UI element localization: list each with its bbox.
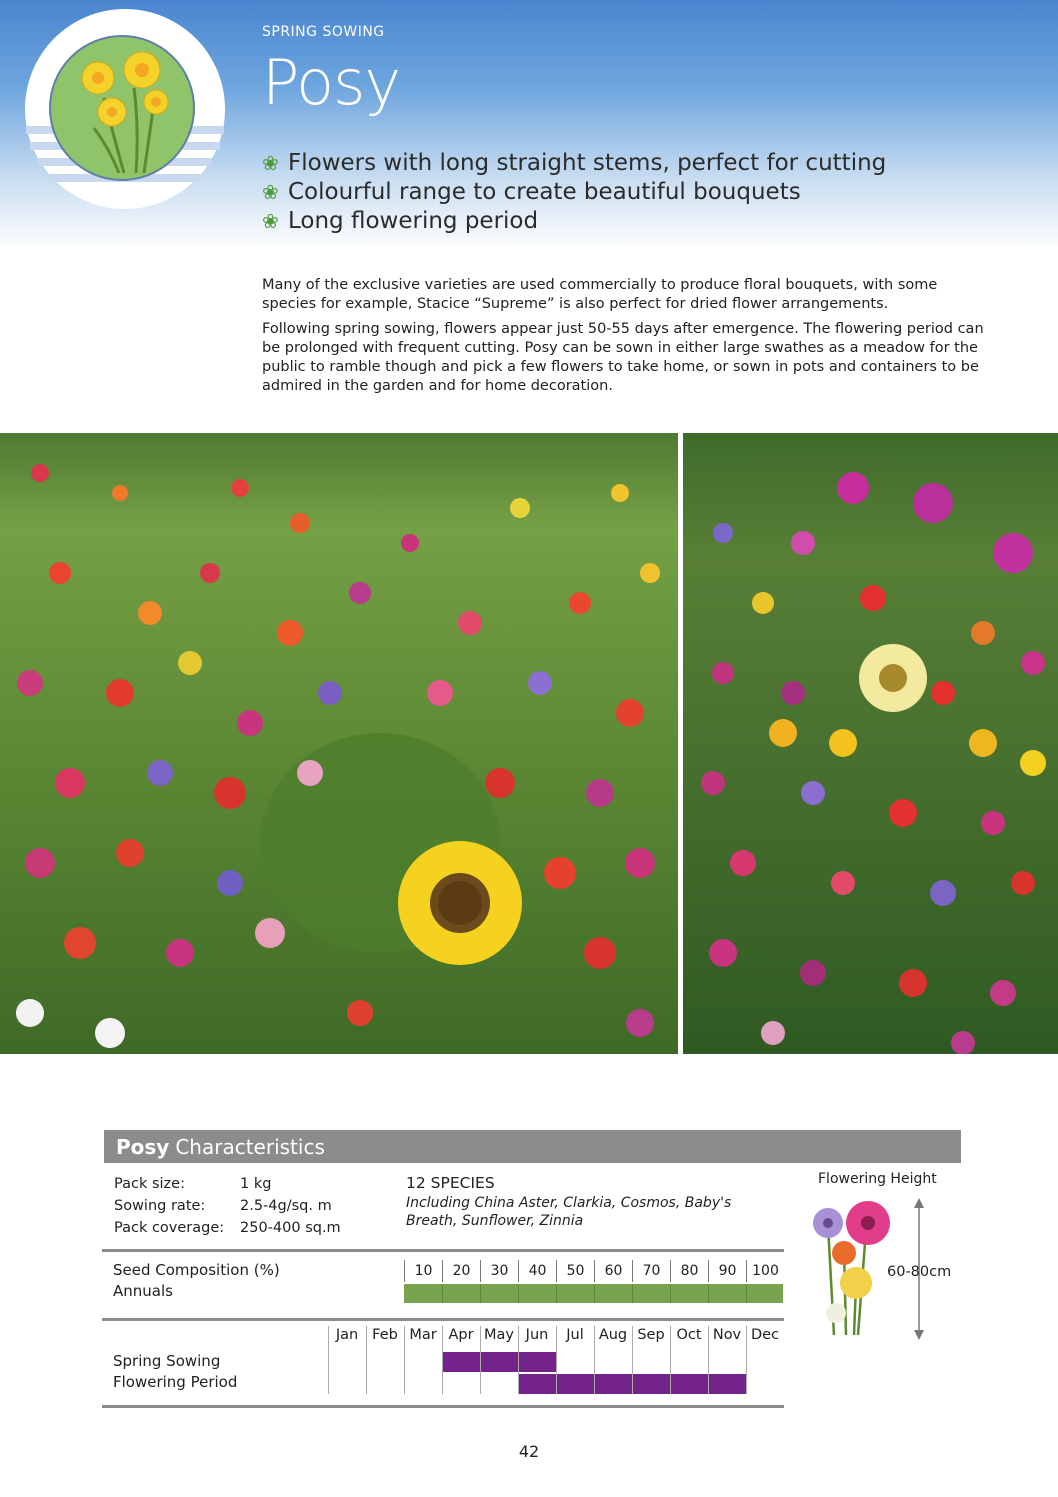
scale-tick: 50	[556, 1260, 594, 1282]
annuals-label: Annuals	[113, 1282, 173, 1300]
bar-divider	[632, 1284, 633, 1303]
feature-item: ❀ Long flowering period	[262, 207, 539, 234]
calendar-bar-jun	[519, 1352, 556, 1372]
bar-divider	[480, 1284, 481, 1303]
meadow-photo-right	[683, 433, 1058, 1054]
page-number: 42	[518, 1442, 540, 1461]
month-label: Jun	[525, 1327, 549, 1343]
spec-row: Pack coverage: 250-400 sq.m	[114, 1220, 341, 1236]
bar-divider	[556, 1284, 557, 1303]
calendar-bar-apr	[443, 1352, 480, 1372]
meadow-photo-left	[0, 433, 678, 1054]
calendar-bar-nov	[709, 1374, 746, 1394]
characteristics-header	[104, 1130, 961, 1163]
month-label: May	[484, 1327, 514, 1343]
bar-divider	[708, 1284, 709, 1303]
calendar-bar-oct	[671, 1374, 708, 1394]
intro-paragraph: Following spring sowing, flowers appear just 50-55 days after emergence. The flowering period can be prolonged with frequent cutting. Posy can be sown in either large swathes as a meadow for the public to ramble though and pick a few flowers to take home, or sown in pots and containers to be admired in the garden and for home decoration.	[262, 321, 984, 394]
flowering-period-label: Flowering Period	[113, 1373, 238, 1391]
month-label: Feb	[372, 1327, 398, 1343]
month-label: Aug	[598, 1327, 628, 1343]
month-label: Apr	[448, 1327, 474, 1343]
intro-text	[262, 276, 992, 402]
pack-specs	[114, 1173, 341, 1239]
month-label: Jan	[335, 1327, 359, 1343]
scale-tick: 90	[708, 1260, 746, 1282]
divider	[102, 1405, 784, 1408]
month-label: Oct	[676, 1327, 702, 1343]
feature-list	[262, 148, 886, 235]
characteristics-title: Characteristics	[175, 1134, 325, 1159]
seed-composition-label: Seed Composition (%)	[113, 1261, 280, 1279]
calendar-bar-sep	[633, 1374, 670, 1394]
spec-row: Sowing rate: 2.5-4g/sq. m	[114, 1198, 332, 1214]
calendar-bar-may	[481, 1352, 518, 1372]
flowering-height-value: 60-80cm	[887, 1264, 952, 1280]
scale-tick: 30	[480, 1260, 518, 1282]
species-text: Including China Aster, Clarkia, Cosmos, Baby's Breath, Sunflower, Zinnia	[406, 1195, 732, 1229]
month-label: Nov	[712, 1327, 742, 1343]
scale-tick: 10	[404, 1260, 442, 1282]
daffodil-logo	[24, 8, 226, 210]
section-kicker: SPRING SOWING	[262, 24, 385, 40]
spec-row: Pack size: 1 kg	[114, 1176, 272, 1192]
characteristics-title-bold: Posy	[116, 1134, 170, 1159]
scale-tick: 70	[632, 1260, 670, 1282]
flowering-height-title: Flowering Height	[818, 1171, 937, 1187]
species-title: 12 SPECIES	[406, 1174, 495, 1192]
flower-icon: ❀	[262, 208, 279, 233]
month-label: Mar	[409, 1327, 437, 1343]
calendar-bar-aug	[595, 1374, 632, 1394]
bar-divider	[670, 1284, 671, 1303]
divider	[102, 1249, 784, 1252]
intro-paragraph: Many of the exclusive varieties are used commercially to produce floral bouquets, with some species for example, Stacice “Supreme” is also perfect for dried flower arrangements.	[262, 277, 938, 312]
bar-divider	[594, 1284, 595, 1303]
feature-item: ❀ Flowers with long straight stems, perfect for cutting	[262, 149, 887, 176]
feature-item: ❀ Colourful range to create beautiful bouquets	[262, 178, 801, 205]
month-label: Sep	[637, 1327, 665, 1343]
scale-tick: 60	[594, 1260, 632, 1282]
bar-divider	[518, 1284, 519, 1303]
month-label: Dec	[750, 1327, 780, 1343]
flower-icon: ❀	[262, 150, 279, 175]
month-label: Jul	[566, 1327, 584, 1343]
bar-divider	[442, 1284, 443, 1303]
scale-tick: 20	[442, 1260, 480, 1282]
spring-sowing-label: Spring Sowing	[113, 1352, 221, 1370]
scale-tick: 80	[670, 1260, 708, 1282]
scale-tick: 40	[518, 1260, 556, 1282]
flower-icon: ❀	[262, 179, 279, 204]
divider	[102, 1318, 784, 1321]
calendar-bar-jun	[519, 1374, 556, 1394]
page-title: Posy	[262, 46, 401, 119]
scale-tick: 100	[746, 1260, 784, 1282]
calendar-bar-jul	[557, 1374, 594, 1394]
bar-divider	[746, 1284, 747, 1303]
